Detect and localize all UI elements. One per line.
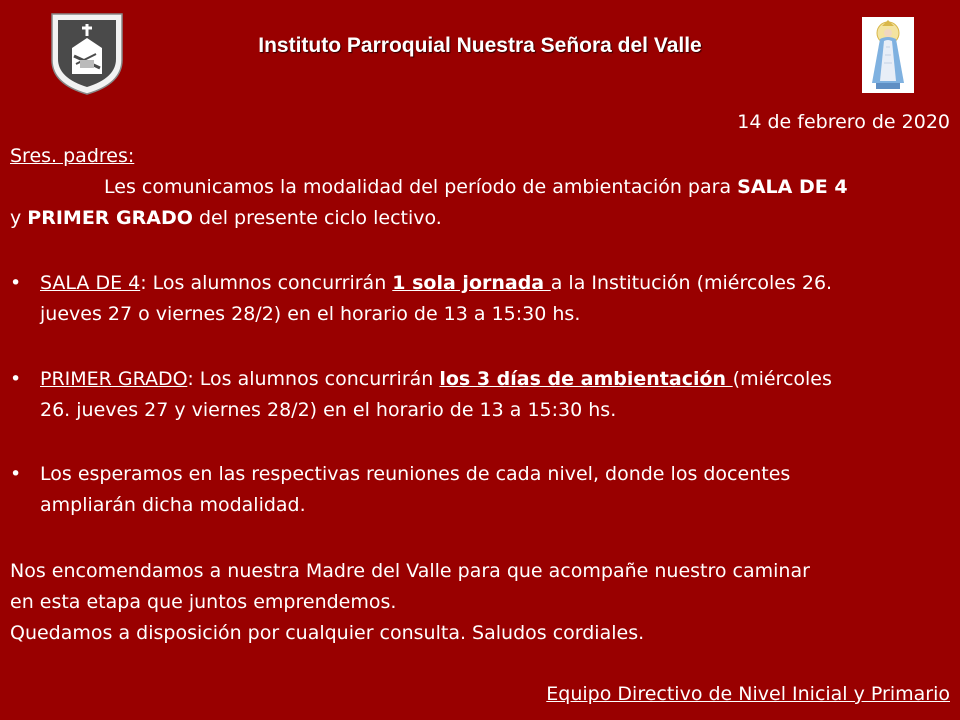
bullet-line-2: 26. jueves 27 y viernes 28/2) en el horario de 13 a 15:30 hs. bbox=[40, 399, 617, 421]
bullet-text: : Los alumnos concurrirán bbox=[187, 368, 440, 390]
bullet-highlight: 1 sola jornada bbox=[392, 272, 551, 294]
letter-date: 14 de febrero de 2020 bbox=[737, 111, 950, 133]
bullet-text-rest: (miércoles bbox=[732, 368, 832, 390]
bullet-line-1 bbox=[40, 364, 832, 395]
bullet-line-2: jueves 27 o viernes 28/2) en el horario de 13 a 15:30 hs. bbox=[40, 303, 581, 325]
institution-title: Instituto Parroquial Nuestra Señora del Valle bbox=[258, 34, 702, 57]
bullet-dot: • bbox=[10, 463, 22, 485]
intro-line-2 bbox=[10, 203, 442, 234]
salutation: Sres. padres: bbox=[10, 145, 135, 167]
bullet-dot: • bbox=[10, 368, 22, 390]
intro-sala-4: SALA DE 4 bbox=[737, 176, 848, 198]
bullet-label: PRIMER GRADO bbox=[40, 368, 188, 390]
intro-text-2: y bbox=[10, 207, 28, 229]
bullet-text-rest: a la Institución (miércoles 26. bbox=[550, 272, 833, 294]
closing-line-3: Quedamos a disposición por cualquier consulta. Saludos cordiales. bbox=[10, 622, 645, 644]
signature: Equipo Directivo de Nivel Inicial y Primario bbox=[546, 683, 950, 705]
closing-line-2: en esta etapa que juntos emprendemos. bbox=[10, 591, 397, 613]
bullet-text: : Los alumnos concurrirán bbox=[140, 272, 393, 294]
closing-line-1: Nos encomendamos a nuestra Madre del Valle para que acompañe nuestro caminar bbox=[10, 560, 810, 582]
bullet-line-1: Los esperamos en las respectivas reuniones de cada nivel, donde los docentes bbox=[40, 463, 791, 485]
bullet-line-1 bbox=[40, 268, 832, 299]
bullet-highlight: los 3 días de ambientación bbox=[439, 368, 733, 390]
intro-primer-grado: PRIMER GRADO bbox=[27, 207, 193, 229]
bullet-line-2: ampliarán dicha modalidad. bbox=[40, 494, 306, 516]
bullet-dot: • bbox=[10, 272, 22, 294]
bullet-label: SALA DE 4 bbox=[40, 272, 141, 294]
intro-line-1 bbox=[104, 172, 848, 203]
intro-text: Les comunicamos la modalidad del período de ambientación para bbox=[104, 176, 738, 198]
intro-text-3: del presente ciclo lectivo. bbox=[192, 207, 442, 229]
